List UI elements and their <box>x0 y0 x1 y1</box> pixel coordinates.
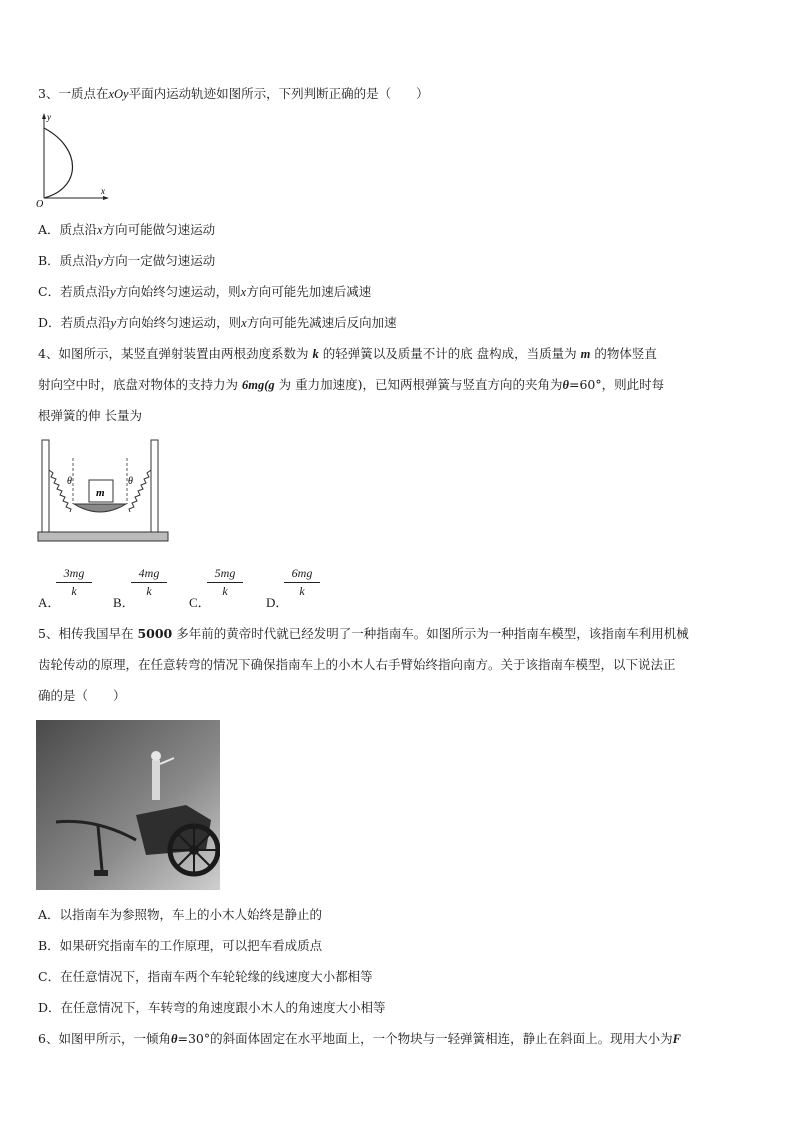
q3-option-d: D．若质点沿y方向始终匀速运动，则x方向可能先减速后反向加速 <box>38 315 397 330</box>
q4-mass-label: m <box>96 487 105 499</box>
q6-stem: 6、如图甲所示，一倾角θ=30°的斜面体固定在水平地面上，一个物块与一轻弹簧相连，静止在斜面上。现用大小为F <box>38 1031 681 1046</box>
q4-stem-line1: 4、如图所示，某竖直弹射装置由两根劲度系数为 k 的轻弹簧以及质量不计的底 盘构成，当质量为 m 的物体竖直 <box>38 346 657 361</box>
q5-stem-line2: 齿轮传动的原理，在任意转弯的情况下确保指南车上的小木人右手臂始终指向南方。关于该指南车模型，以下说法正 <box>38 657 676 672</box>
q4-theta-right: θ <box>128 476 133 487</box>
q4-stem-line3: 根弹簧的伸 长量为 <box>38 408 142 423</box>
q3-stem-text-b: 平面内运动轨迹如图所示，下列判断正确的是（ ） <box>128 86 429 101</box>
q4-stem-line2: 射向空中时，底盘对物体的支持力为 6mg(g 为 重力加速度)，已知两根弹簧与竖直方向的夹角为θ=60°，则此时每 <box>38 377 665 392</box>
q4-option-c-fraction: $\frac{5mg}{k}$ <box>207 566 243 599</box>
q3-stem-var: xOy <box>108 87 129 101</box>
q5-option-d: D．在任意情况下，车转弯的角速度跟小木人的角速度大小相等 <box>38 1000 386 1015</box>
q3-option-a: A．质点沿x方向可能做匀速运动 <box>38 222 216 237</box>
q5-option-c: C．在任意情况下，指南车两个车轮轮缘的线速度大小都相等 <box>38 969 373 984</box>
q3-y-label: y <box>47 112 51 122</box>
q5-stem-line3: 确的是（ ） <box>38 688 126 703</box>
q5-stem-line1: 5、相传我国早在 5000 多年前的黄帝时代就已经发明了一种指南车。如图所示为一种指南车模型，该指南车利用机械 <box>38 626 689 641</box>
q3-trajectory-figure <box>34 110 114 210</box>
q4-option-d-label: D． <box>266 595 289 610</box>
q4-option-b-fraction: $\frac{4mg}{k}$ <box>131 566 167 599</box>
q5-option-b: B．如果研究指南车的工作原理，可以把车看成质点 <box>38 938 323 953</box>
q4-theta-left: θ <box>67 476 72 487</box>
q3-stem <box>38 84 429 102</box>
q3-origin-label: O <box>36 199 44 210</box>
q3-stem-text-a: 3、一质点在 <box>38 86 109 101</box>
q4-spring-launcher-figure <box>36 438 172 548</box>
q4-option-c-label: C． <box>189 595 211 610</box>
q4-option-a-label: A． <box>38 595 61 610</box>
q4-option-b-label: B． <box>113 595 135 610</box>
q5-south-pointing-chariot-photo <box>36 720 220 890</box>
q4-option-a-fraction: $\frac{3mg}{k}$ <box>56 566 92 599</box>
q3-option-b: B．质点沿y方向一定做匀速运动 <box>38 253 216 268</box>
q3-option-c: C．若质点沿y方向始终匀速运动，则x方向可能先加速后减速 <box>38 284 372 299</box>
q5-option-a: A．以指南车为参照物，车上的小木人始终是静止的 <box>38 907 323 922</box>
q3-x-label: x <box>101 186 105 196</box>
q4-option-d-fraction: $\frac{6mg}{k}$ <box>284 566 320 599</box>
